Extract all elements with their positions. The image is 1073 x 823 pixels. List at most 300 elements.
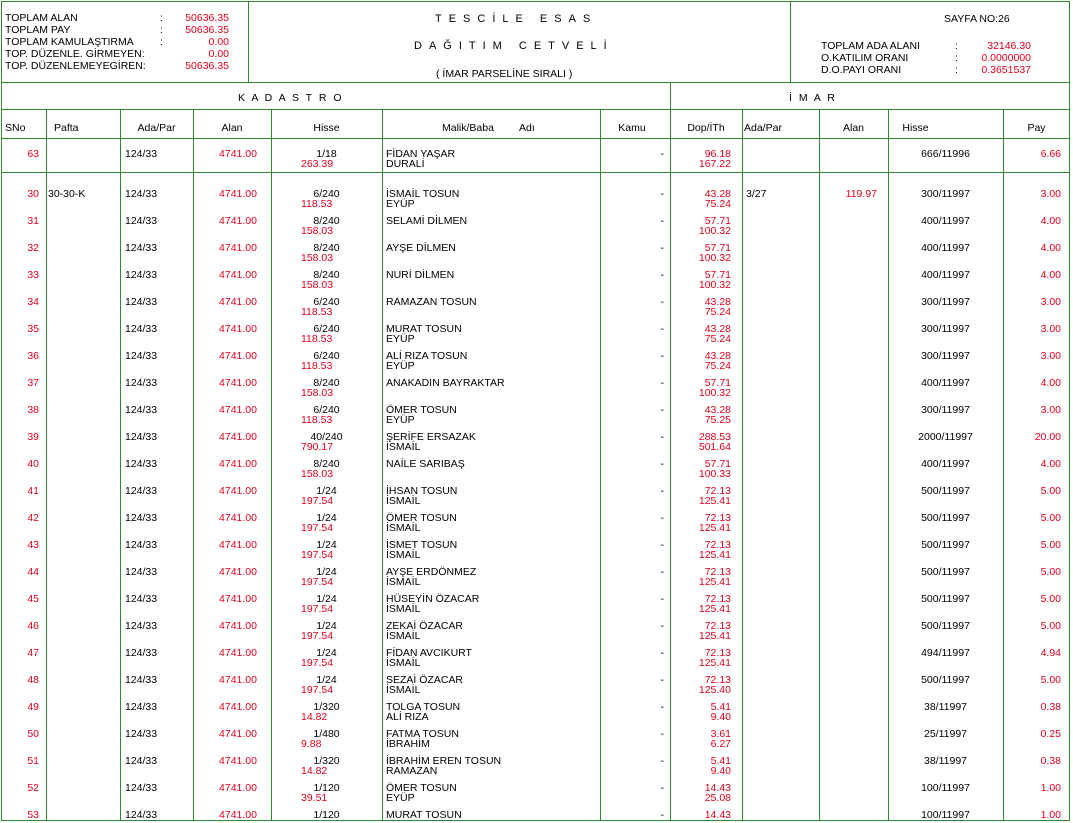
cell-malik: MURAT TOSUN (386, 323, 462, 335)
cell-dop: 43.28 (704, 323, 731, 335)
cell-malik: İSMET TOSUN (386, 539, 458, 551)
cell-baba: İBRAHİM (386, 738, 430, 750)
column-header: Dop/İTh (687, 122, 725, 134)
cell-hisse: 6/240 (313, 188, 340, 200)
cell-kamu: - (660, 269, 664, 281)
summary-sep: : (160, 36, 163, 48)
column-header: Alan (221, 122, 243, 134)
cell-alan: 4741.00 (219, 593, 257, 605)
cell-sno: 41 (27, 485, 39, 497)
cell-hisse-area: 197.54 (301, 657, 334, 669)
cell-dop-2: 100.32 (698, 252, 731, 264)
cell-hisse: 8/240 (313, 269, 340, 281)
cell-hisse: 1/320 (313, 755, 340, 767)
cell-imar-hisse: 500/11997 (921, 485, 970, 497)
cell-baba: EYÜP (386, 198, 415, 210)
cell-kamu: - (660, 148, 664, 160)
cell-hisse-area: 118.53 (301, 306, 333, 318)
column-header: Adı (519, 122, 535, 134)
column-divider (46, 109, 47, 820)
cell-alan: 4741.00 (219, 269, 257, 281)
cell-dop-2: 6.27 (710, 738, 731, 750)
cell-pafta: 30-30-K (48, 188, 86, 200)
cell-hisse-area: 197.54 (301, 576, 334, 588)
cell-sno: 52 (27, 782, 39, 794)
section-divider (2, 109, 1069, 110)
cell-kamu: - (660, 377, 664, 389)
cell-pay: 3.00 (1040, 296, 1061, 308)
cell-alan: 4741.00 (219, 431, 257, 443)
cell-sno: 31 (27, 215, 39, 227)
cell-hisse-area: 118.53 (301, 414, 333, 426)
cell-kamu: - (660, 701, 664, 713)
cell-hisse: 1/24 (316, 593, 337, 605)
cell-pay: 4.00 (1040, 215, 1061, 227)
cell-malik: ÖMER TOSUN (386, 512, 457, 524)
cell-kamu: - (660, 647, 664, 659)
column-divider (382, 109, 383, 820)
cell-imar-hisse: 400/11997 (921, 377, 970, 389)
cell-adapar: 124/33 (125, 404, 158, 416)
cell-hisse: 8/240 (313, 242, 340, 254)
cell-alan: 4741.00 (219, 809, 257, 821)
column-header: Pafta (54, 122, 79, 134)
cell-sno: 35 (27, 323, 39, 335)
cell-hisse: 1/24 (316, 647, 337, 659)
cell-baba: EYÜP (386, 414, 415, 426)
cell-sno: 50 (27, 728, 39, 740)
cell-alan: 4741.00 (219, 350, 257, 362)
cell-hisse-area: 118.53 (301, 198, 333, 210)
cell-pay: 6.66 (1040, 148, 1061, 160)
summary-value: 50636.35 (185, 60, 229, 72)
cell-sno: 63 (27, 148, 39, 160)
cell-pay: 5.00 (1040, 539, 1061, 551)
title-line-3: ( İMAR PARSELİNE SIRALI ) (436, 68, 573, 80)
cell-dop-2: 75.24 (704, 198, 731, 210)
cell-kamu: - (660, 593, 664, 605)
cell-dop-2: 75.24 (704, 360, 731, 372)
cell-adapar: 124/33 (125, 431, 158, 443)
cell-dop-2: 125.40 (698, 684, 731, 696)
cell-sno: 45 (27, 593, 39, 605)
cell-imar-hisse: 300/11997 (921, 296, 970, 308)
cell-imar-hisse: 500/11997 (921, 593, 970, 605)
cell-adapar: 124/33 (125, 188, 158, 200)
column-header: Hisse (313, 122, 340, 134)
cell-kamu: - (660, 620, 664, 632)
column-header: Malik/Baba (442, 122, 494, 134)
cell-hisse-area: 158.03 (301, 252, 334, 264)
header-divider-1 (248, 2, 249, 82)
cell-imar-hisse: 100/11997 (921, 782, 970, 794)
cell-baba: İSMAİL (386, 657, 421, 669)
cell-malik: NURİ DİLMEN (386, 269, 455, 281)
cell-pay: 3.00 (1040, 188, 1061, 200)
cell-adapar: 124/33 (125, 728, 158, 740)
cell-imar-hisse: 100/11997 (921, 809, 970, 821)
cell-dop: 14.43 (704, 809, 731, 821)
cell-dop-2: 125.41 (698, 657, 731, 669)
cell-kamu: - (660, 674, 664, 686)
cell-pay: 1.00 (1040, 809, 1061, 821)
section-kadastro: K A D A S T R O (238, 92, 344, 104)
cell-dop: 3.61 (710, 728, 731, 740)
cell-pay: 3.00 (1040, 350, 1061, 362)
summary-label: TOPLAM KAMULAŞTIRMA (5, 36, 134, 48)
cell-pay: 4.00 (1040, 377, 1061, 389)
cell-alan: 4741.00 (219, 620, 257, 632)
cell-sno: 49 (27, 701, 39, 713)
cell-dop: 5.41 (710, 701, 731, 713)
cell-kamu: - (660, 188, 664, 200)
column-header: Hisse (902, 122, 929, 134)
cell-malik: ÖMER TOSUN (386, 404, 457, 416)
cell-pay: 5.00 (1040, 512, 1061, 524)
cell-adapar: 124/33 (125, 593, 158, 605)
cell-hisse: 8/240 (313, 458, 340, 470)
cell-dop: 57.71 (704, 458, 731, 470)
summary-value: 0.00 (208, 48, 229, 60)
cell-hisse: 40/240 (310, 431, 343, 443)
cell-adapar: 124/33 (125, 242, 158, 254)
cell-dop-2: 100.32 (698, 225, 731, 237)
cell-hisse: 1/24 (316, 674, 337, 686)
cell-imar-hisse: 400/11997 (921, 458, 970, 470)
column-header: Kamu (618, 122, 646, 134)
cell-kamu: - (660, 755, 664, 767)
cell-adapar: 124/33 (125, 674, 158, 686)
cell-alan: 4741.00 (219, 512, 257, 524)
cell-adapar: 124/33 (125, 215, 158, 227)
cell-imar-hisse: 300/11997 (921, 188, 970, 200)
summary-value: 50636.35 (185, 12, 229, 24)
cell-baba: İSMAİL (386, 603, 421, 615)
cell-dop: 72.13 (704, 512, 731, 524)
cell-imar-hisse: 494/11997 (921, 647, 970, 659)
cell-hisse: 1/24 (316, 620, 337, 632)
cell-kamu: - (660, 296, 664, 308)
cell-kamu: - (660, 404, 664, 416)
cell-imar-hisse: 500/11997 (921, 512, 970, 524)
cell-sno: 39 (27, 431, 39, 443)
cell-adapar: 124/33 (125, 485, 158, 497)
cell-dop-2: 125.41 (698, 603, 731, 615)
cell-dop: 43.28 (704, 296, 731, 308)
summary-value: 0.3651537 (981, 64, 1031, 76)
cell-sno: 53 (27, 809, 39, 821)
cell-dop-2: 501.64 (698, 441, 731, 453)
cell-dop-2: 75.25 (704, 414, 731, 426)
cell-adapar: 124/33 (125, 647, 158, 659)
cell-imar-hisse: 38/11997 (923, 701, 967, 713)
cell-pay: 5.00 (1040, 566, 1061, 578)
summary-value: 32146.30 (987, 40, 1031, 52)
cell-kamu: - (660, 323, 664, 335)
cell-sno: 40 (27, 458, 39, 470)
cell-imar-hisse: 2000/11997 (918, 431, 973, 443)
column-header: SNo (5, 122, 26, 134)
cell-imar-hisse: 400/11997 (921, 242, 970, 254)
cell-alan: 4741.00 (219, 566, 257, 578)
cell-kamu: - (660, 782, 664, 794)
cell-dop: 72.13 (704, 539, 731, 551)
cell-hisse: 6/240 (313, 323, 340, 335)
cell-pay: 5.00 (1040, 674, 1061, 686)
cell-baba: EYÜP (386, 333, 415, 345)
cell-hisse-area: 197.54 (301, 495, 334, 507)
cell-hisse: 1/24 (316, 566, 337, 578)
cell-pay: 3.00 (1040, 323, 1061, 335)
cell-alan: 4741.00 (219, 701, 257, 713)
cell-malik: TOLGA TOSUN (386, 701, 461, 713)
cell-dop-2: 25.08 (704, 792, 731, 804)
cell-dop: 43.28 (704, 404, 731, 416)
cell-dop: 72.13 (704, 620, 731, 632)
cell-sno: 46 (27, 620, 39, 632)
cell-dop-2: 100.32 (698, 279, 731, 291)
cell-imar-alan: 119.97 (845, 188, 877, 200)
cell-hisse: 8/240 (313, 215, 340, 227)
cell-alan: 4741.00 (219, 458, 257, 470)
cell-imar-hisse: 400/11997 (921, 215, 970, 227)
cell-pay: 3.00 (1040, 404, 1061, 416)
cell-malik: MURAT TOSUN (386, 809, 462, 821)
cell-dop: 5.41 (710, 755, 731, 767)
summary-sep: : (955, 52, 958, 64)
summary-label: TOPLAM ADA ALANI (821, 40, 921, 52)
cell-baba: ALİ RIZA (386, 711, 429, 723)
cell-malik: FATMA TOSUN (386, 728, 459, 740)
cell-kamu: - (660, 215, 664, 227)
cell-kamu: - (660, 485, 664, 497)
cell-sno: 37 (27, 377, 39, 389)
cell-dop: 43.28 (704, 188, 731, 200)
cell-adapar: 124/33 (125, 458, 158, 470)
column-header: Alan (842, 122, 864, 134)
cell-alan: 4741.00 (219, 404, 257, 416)
cell-sno: 33 (27, 269, 39, 281)
cell-dop: 72.13 (704, 566, 731, 578)
cell-imar-hisse: 400/11997 (921, 269, 970, 281)
cell-baba: EYÜP (386, 792, 415, 804)
cell-hisse: 1/120 (313, 809, 340, 821)
cell-adapar: 124/33 (125, 512, 158, 524)
cell-dop-2: 125.41 (698, 522, 731, 534)
cell-hisse-area: 197.54 (301, 549, 334, 561)
cell-hisse: 1/24 (316, 485, 337, 497)
summary-label: TOPLAM ALAN (5, 12, 78, 24)
cell-adapar: 124/33 (125, 566, 158, 578)
cell-hisse: 1/120 (313, 782, 340, 794)
cell-pay: 4.00 (1040, 242, 1061, 254)
cell-malik: NAİLE SARIBAŞ (386, 458, 465, 470)
cell-sno: 32 (27, 242, 39, 254)
cell-dop: 14.43 (704, 782, 731, 794)
cell-pay: 0.38 (1040, 755, 1061, 767)
cell-imar-hisse: 500/11997 (921, 539, 970, 551)
cell-kamu: - (660, 728, 664, 740)
cell-malik: ÖMER TOSUN (386, 782, 457, 794)
cell-baba: İSMAİL (386, 549, 421, 561)
cell-imar-hisse: 300/11997 (921, 404, 970, 416)
cell-pay: 5.00 (1040, 485, 1061, 497)
first-row-divider (2, 172, 1069, 173)
cell-hisse: 1/320 (313, 701, 340, 713)
cell-hisse-area: 118.53 (301, 333, 333, 345)
summary-label: TOP. DÜZENLEMEYEGİREN: (5, 60, 146, 72)
cell-pay: 4.94 (1040, 647, 1061, 659)
cell-malik: SEZAİ ÖZACAR (386, 674, 464, 686)
cell-hisse-area: 197.54 (301, 522, 334, 534)
cell-adapar: 124/33 (125, 755, 158, 767)
cell-kamu: - (660, 512, 664, 524)
cell-sno: 47 (27, 647, 39, 659)
cell-alan: 4741.00 (219, 242, 257, 254)
column-divider (120, 109, 121, 820)
cell-pay: 1.00 (1040, 782, 1061, 794)
cell-alan: 4741.00 (219, 188, 257, 200)
cell-malik: FİDAN AVCIKURT (386, 647, 472, 659)
cell-adapar: 124/33 (125, 620, 158, 632)
header-box (1, 1, 1070, 83)
cell-dop-2: 125.41 (698, 576, 731, 588)
summary-label: O.KATILIM ORANI (821, 52, 909, 64)
title-line-2: DAĞITIM CETVELİ (414, 40, 614, 52)
cell-alan: 4741.00 (219, 674, 257, 686)
cell-kamu: - (660, 458, 664, 470)
summary-label: TOPLAM PAY (5, 24, 71, 36)
cell-dop: 72.13 (704, 593, 731, 605)
cell-hisse-area: 790.17 (301, 441, 334, 453)
cell-dop: 57.71 (704, 377, 731, 389)
cell-malik: İBRAHİM EREN TOSUN (386, 755, 502, 767)
cell-dop: 43.28 (704, 350, 731, 362)
cell-hisse: 8/240 (313, 377, 340, 389)
summary-sep: : (955, 40, 958, 52)
cell-kamu: - (660, 431, 664, 443)
cell-hisse-area: 14.82 (301, 711, 328, 723)
cell-dop-2: 9.40 (710, 711, 731, 723)
cell-baba: RAMAZAN (386, 765, 438, 777)
cell-pay: 4.00 (1040, 269, 1061, 281)
cell-baba: İSMAİL (386, 522, 421, 534)
distribution-table (1, 83, 1070, 821)
cell-hisse-area: 158.03 (301, 387, 334, 399)
cell-malik: SELAMİ DİLMEN (386, 215, 468, 227)
cell-dop: 72.13 (704, 647, 731, 659)
cell-dop-2: 75.24 (704, 333, 731, 345)
header-divider-2 (790, 2, 791, 82)
cell-dop-2: 75.24 (704, 306, 731, 318)
cell-dop: 288.53 (698, 431, 731, 443)
cell-hisse: 1/24 (316, 512, 337, 524)
cell-kamu: - (660, 809, 664, 821)
cell-kamu: - (660, 539, 664, 551)
cell-hisse-area: 197.54 (301, 630, 334, 642)
cell-malik: AYŞE DİLMEN (386, 242, 456, 254)
cell-sno: 36 (27, 350, 39, 362)
cell-alan: 4741.00 (219, 728, 257, 740)
summary-label: TOP. DÜZENLE. GİRMEYEN: (5, 48, 145, 60)
title-line-1: TESCİLE ESAS (435, 13, 598, 25)
cell-alan: 4741.00 (219, 755, 257, 767)
cell-sno: 51 (27, 755, 39, 767)
cell-malik: ANAKADIN BAYRAKTAR (386, 377, 505, 389)
cell-dop: 57.71 (704, 242, 731, 254)
cell-dop-2: 125.41 (698, 495, 731, 507)
cell-hisse: 6/240 (313, 404, 340, 416)
cell-pay: 0.38 (1040, 701, 1061, 713)
cell-hisse: 6/240 (313, 350, 340, 362)
cell-imar-hisse: 666/11996 (921, 148, 970, 160)
cell-alan: 4741.00 (219, 323, 257, 335)
cell-adapar: 124/33 (125, 782, 158, 794)
cell-imar-adapar: 3/27 (746, 188, 767, 200)
cell-imar-hisse: 500/11997 (921, 674, 970, 686)
cell-dop: 57.71 (704, 269, 731, 281)
cell-alan: 4741.00 (219, 296, 257, 308)
column-header: Ada/Par (744, 122, 782, 134)
cell-malik: İHSAN TOSUN (386, 485, 458, 497)
cell-imar-hisse: 25/11997 (923, 728, 967, 740)
section-imar: İ M A R (789, 92, 837, 104)
cell-hisse-area: 14.82 (301, 765, 328, 777)
cell-baba: İSMAİL (386, 495, 421, 507)
cell-alan: 4741.00 (219, 647, 257, 659)
cell-hisse: 1/480 (313, 728, 340, 740)
cell-alan: 4741.00 (219, 539, 257, 551)
cell-sno: 34 (27, 296, 39, 308)
cell-malik: ŞERİFE ERSAZAK (386, 431, 476, 443)
cell-pay: 20.00 (1034, 431, 1061, 443)
cell-malik: ALİ RIZA TOSUN (386, 350, 468, 362)
cell-alan: 4741.00 (219, 215, 257, 227)
cell-malik: FİDAN YAŞAR (386, 148, 456, 160)
cell-baba: EYÜP (386, 360, 415, 372)
cell-malik: HÜSEYİN ÖZACAR (386, 593, 480, 605)
cell-kamu: - (660, 350, 664, 362)
cell-adapar: 124/33 (125, 809, 158, 821)
column-divider (193, 109, 194, 820)
summary-label: D.O.PAYI ORANI (821, 64, 902, 76)
page-number: SAYFA NO:26 (944, 13, 1010, 25)
cell-dop: 57.71 (704, 215, 731, 227)
cell-pay: 5.00 (1040, 620, 1061, 632)
summary-value: 0.0000000 (981, 52, 1031, 64)
cell-dop: 72.13 (704, 485, 731, 497)
cell-adapar: 124/33 (125, 350, 158, 362)
cell-sno: 42 (27, 512, 39, 524)
cell-baba: İSMAİL (386, 441, 421, 453)
cell-hisse-area: 39.51 (301, 792, 328, 804)
cell-baba: İSMAİL (386, 630, 421, 642)
cell-adapar: 124/33 (125, 377, 158, 389)
cell-adapar: 124/33 (125, 539, 158, 551)
cell-dop: 72.13 (704, 674, 731, 686)
cell-hisse: 1/24 (316, 539, 337, 551)
cell-pay: 0.25 (1040, 728, 1061, 740)
cell-pay: 5.00 (1040, 593, 1061, 605)
cell-imar-hisse: 38/11997 (923, 755, 967, 767)
document-sheet (1, 1, 1071, 821)
column-divider (600, 109, 601, 820)
kadastro-imar-divider (670, 83, 671, 820)
cell-alan: 4741.00 (219, 377, 257, 389)
cell-alan: 4741.00 (219, 782, 257, 794)
cell-dop-2: 125.41 (698, 549, 731, 561)
cell-hisse-area: 158.03 (301, 225, 334, 237)
